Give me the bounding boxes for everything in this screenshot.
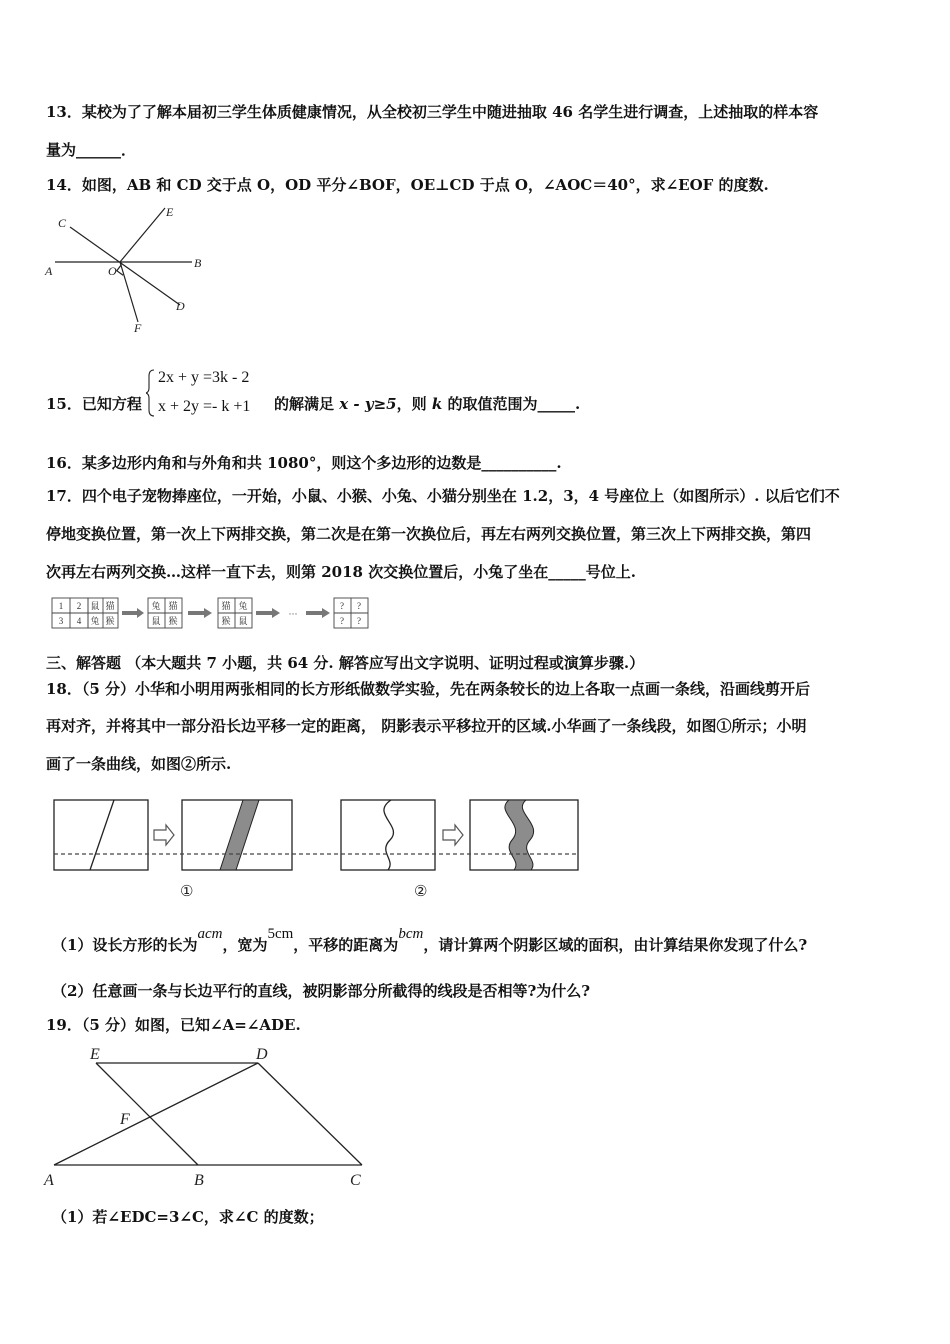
pet-cell: 猫 [105, 601, 115, 611]
q15-suffix-a: 的解满足 [274, 395, 335, 413]
arrow-icon [188, 608, 212, 618]
point-c-label: C [350, 1172, 361, 1189]
shaded-strip-straight [220, 800, 259, 870]
point-e-label: E [90, 1046, 100, 1063]
q13-line2: 量为______． [46, 141, 137, 159]
point-c-label: C [58, 216, 67, 230]
seat-1: 1 [58, 601, 64, 611]
q13-line1: 13．某校为了了解本届初三学生体质健康情况，从全校初三学生中随进抽取 46 名学生进行调查，上述抽取的样本容 [46, 103, 819, 121]
q18-figure [48, 792, 588, 904]
unknown-cell: ? [357, 601, 361, 611]
q18-line1: 18．（5 分）小华和小明用两张相同的长方形纸做数学实验，先在两条较长的边上各取一点画一条线，沿画线剪开后 [46, 680, 811, 698]
q18-sub1 [52, 926, 808, 956]
q18-sub1-d: ，请计算两个阴影区域的面积，由计算结果你发现了什么? [423, 936, 808, 954]
point-f-label: F [120, 1111, 130, 1128]
ray-oe [120, 208, 165, 262]
point-d-label: D [176, 299, 185, 313]
arrow-icon [122, 608, 144, 618]
segment-ad [54, 1063, 258, 1165]
pet-cell: 猴 [105, 616, 115, 626]
q17-line2: 停地变换位置，第一次上下两排交换，第二次是在第一次换位后，再左右两列交换位置，第三次上下两排交换，第四 [46, 525, 812, 543]
seat-4: 4 [76, 616, 82, 626]
q15-equation-1: 2x + y =3k - 2 [158, 369, 250, 386]
point-b-label: B [194, 1172, 204, 1189]
point-f-label: F [134, 321, 142, 335]
point-a-label: A [45, 264, 53, 278]
q15-prefix: 15．已知方程 [46, 395, 142, 413]
seat-2: 2 [76, 601, 82, 611]
ellipsis: ··· [288, 609, 298, 619]
point-b-label: B [194, 256, 202, 270]
q18-sub1-b: ，宽为 [222, 936, 268, 954]
pet-cell: 猴 [168, 616, 178, 626]
q15-suffix-c: 的取值范围为_____. [442, 395, 581, 413]
point-a-label: A [44, 1172, 54, 1189]
q17-line1: 17．四个电子宠物捧座位，一开始，小鼠、小猴、小兔、小猫分别坐在 1.2，3，4 号座位上（如图所示）. 以后它们不 [46, 487, 840, 505]
shaded-strip-curved [505, 800, 534, 870]
unknown-cell: ? [340, 616, 344, 626]
unknown-cell: ? [357, 616, 361, 626]
q16-text: 16．某多边形内角和与外角和共 1080°，则这个多边形的边数是__________. [46, 454, 562, 472]
q15-suffix [274, 394, 580, 414]
pet-cell: 兔 [90, 616, 100, 626]
unit-acm: acm [197, 926, 223, 942]
pet-cell: 鼠 [151, 616, 161, 626]
unit-bcm: bcm [398, 926, 424, 942]
q18-line3: 画了一条曲线，如图②所示. [46, 755, 232, 773]
q19-sub1: （1）若∠EDC=3∠C，求∠C 的度数； [52, 1208, 324, 1226]
q14-figure [40, 200, 220, 340]
q19-figure [40, 1040, 380, 1195]
point-e-label: E [166, 205, 174, 219]
q15-equation-2: x + 2y =- k +1 [158, 398, 251, 415]
section3-heading: 三、解答题 （本大题共 7 小题，共 64 分. 解答应写出文字说明、证明过程或演算步骤.） [46, 654, 645, 672]
q18-sub1-a: （1）设长方形的长为 [52, 936, 198, 954]
q17-line3: 次再左右两列交换…这样一直下去，则第 2018 次交换位置后，小兔了坐在_____号位上. [46, 563, 636, 581]
seat-3: 3 [58, 616, 64, 626]
arrow-icon [443, 825, 463, 845]
arrow-icon [256, 608, 280, 618]
pet-cell: 猴 [221, 616, 231, 626]
q15-suffix-b: ，则 [396, 395, 432, 413]
q17-figure [48, 592, 378, 636]
q15-condition: x - y≥5 [334, 395, 397, 413]
q19-text: 19．（5 分）如图，已知∠A=∠ADE. [46, 1016, 301, 1034]
q15-brace [146, 368, 156, 418]
segment-eb [96, 1063, 198, 1165]
point-o-label: O [108, 264, 117, 278]
figure-label-2: ② [414, 884, 428, 900]
pet-cell: 兔 [238, 601, 248, 611]
q15-var-k: k [431, 395, 443, 413]
q18-sub2: （2）任意画一条与长边平行的直线，被阴影部分所截得的线段是否相等?为什么? [52, 982, 591, 1000]
pet-cell: 鼠 [90, 601, 100, 611]
pet-cell: 猫 [168, 601, 178, 611]
rect-1 [54, 800, 148, 870]
figure-label-1: ① [180, 884, 194, 900]
pet-cell: 猫 [221, 601, 231, 611]
q18-sub1-c: ，平移的距离为 [293, 936, 399, 954]
q14-text: 14．如图，AB 和 CD 交于点 O，OD 平分∠BOF，OE⊥CD 于点 O，∠AOC＝40°，求∠EOF 的度数. [46, 176, 769, 194]
arrow-icon [154, 825, 174, 845]
q18-line2: 再对齐，并将其中一部分沿长边平移一定的距离， 阴影表示平移拉开的区域.小华画了一条线段，如图①所示；小明 [46, 717, 807, 735]
segment-dc [258, 1063, 362, 1165]
arrow-icon [306, 608, 330, 618]
pet-cell: 兔 [151, 601, 161, 611]
rect-3 [341, 800, 435, 870]
unit-5cm: 5cm [267, 926, 294, 942]
point-d-label: D [256, 1046, 268, 1063]
unknown-cell: ? [340, 601, 344, 611]
ray-of [120, 262, 138, 322]
line-cd [70, 227, 180, 305]
pet-cell: 鼠 [238, 616, 248, 626]
